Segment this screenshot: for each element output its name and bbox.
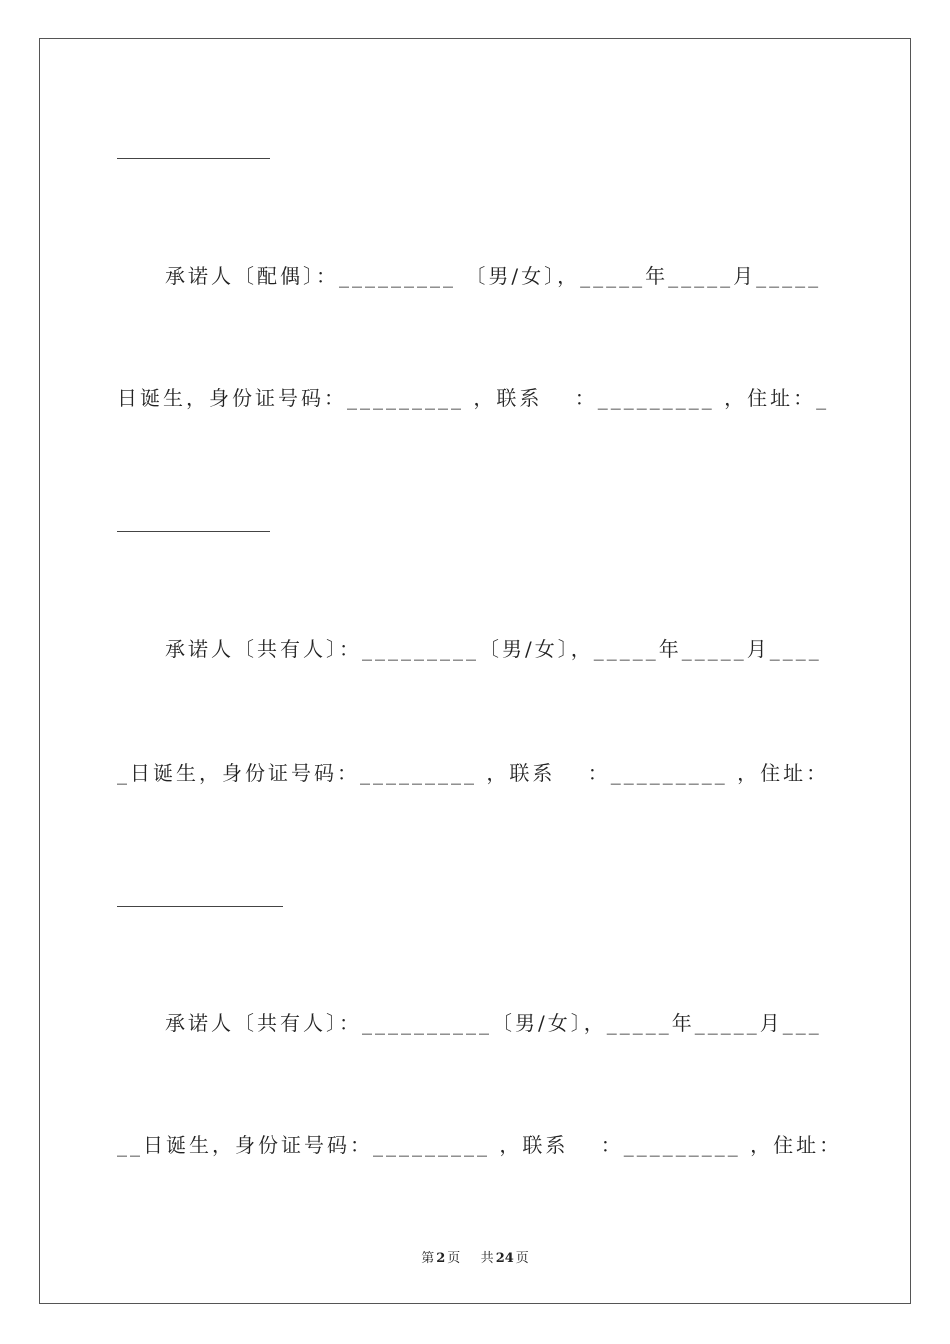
blank-address-line — [117, 531, 270, 532]
pledger-coowner-details-line: _日诞生，身份证号码：_________ ，联系 ：_________ ，住址： — [117, 761, 830, 785]
blank-address-line — [117, 158, 270, 159]
blank-address-line — [117, 906, 283, 907]
page-frame — [39, 38, 911, 1304]
pledger-spouse-details-line: 日诞生，身份证号码：_________ ，联系 ：_________ ，住址：_ — [117, 386, 830, 410]
pledger-coowner-details-line: __日诞生，身份证号码：_________ ，联系 ：_________ ，住址： — [117, 1133, 843, 1157]
page-indicator: 第 2 页 — [421, 1251, 461, 1266]
pledger-spouse-line: 承诺人〔配偶〕：_________ 〔男/女〕，_____年_____月_____ — [165, 264, 822, 288]
page-footer — [0, 1247, 950, 1266]
pledger-coowner-line: 承诺人〔共有人〕：__________〔男/女〕，_____年_____月___ — [165, 1011, 822, 1035]
total-pages-indicator: 共 24 页 — [480, 1251, 529, 1266]
pledger-coowner-line: 承诺人〔共有人〕：_________〔男/女〕，_____年_____月____ — [165, 637, 822, 661]
